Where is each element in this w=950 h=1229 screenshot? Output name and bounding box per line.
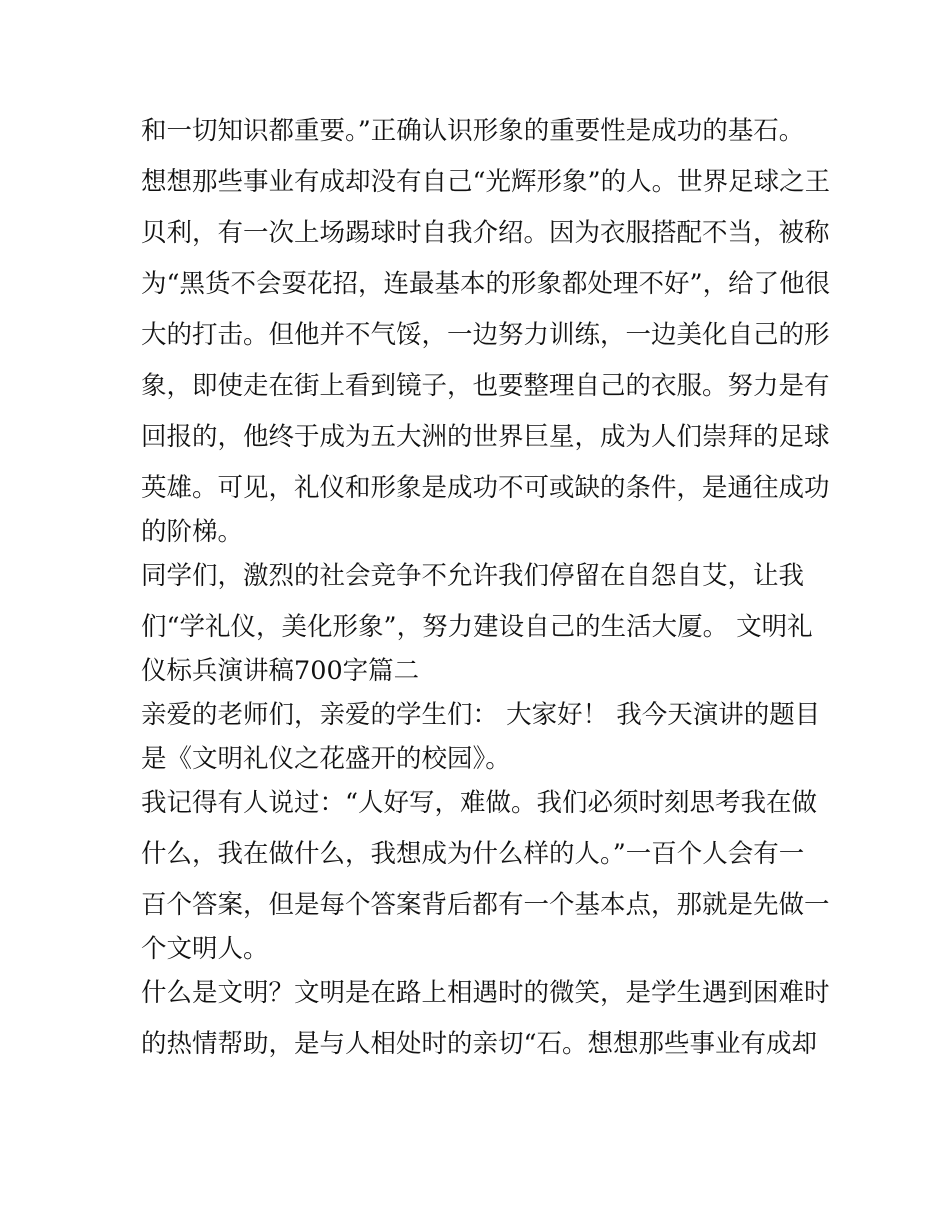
text-line: 象，即使走在街上看到镜子，也要整理自己的衣服。努力是有 xyxy=(141,371,830,401)
document-body xyxy=(141,106,831,1070)
text-line: 的热情帮助，是与人相处时的亲切“石。想想那些事业有成却 xyxy=(141,1029,818,1059)
text-line: 回报的，他终于成为五大洲的世界巨星，成为人们崇拜的足球 xyxy=(141,422,830,452)
text-line: 是《文明礼仪之花盛开的校园》。 xyxy=(141,744,511,774)
text-line: 我记得有人说过：“人好写，难做。我们必须时刻思考我在做 xyxy=(141,788,818,818)
text-line: 什么是文明？文明是在路上相遇时的微笑，是学生遇到困难时 xyxy=(141,978,830,1008)
text-line: 贝利，有一次上场踢球时自我介绍。因为衣服搭配不当，被称 xyxy=(141,218,830,248)
text-line: 为“黑货不会耍花招，连最基本的形象都处理不好”，给了他很 xyxy=(141,269,831,299)
text-line: 百个答案，但是每个答案背后都有一个基本点，那就是先做一 xyxy=(141,890,830,920)
text-line: 同学们，激烈的社会竞争不允许我们停留在自怨自艾，让我 xyxy=(141,561,805,591)
text-line: 和一切知识都重要。”正确认识形象的重要性是成功的基石。 xyxy=(141,116,805,146)
text-line: 亲爱的老师们，亲爱的学生们： 大家好！ 我今天演讲的题目 xyxy=(141,700,821,730)
text-line: 什么，我在做什么，我想成为什么样的人。”一百个人会有一 xyxy=(141,839,805,869)
text-line: 想想那些事业有成却没有自己“光辉形象”的人。世界足球之王 xyxy=(141,167,831,197)
text-line: 的阶梯。 xyxy=(141,517,244,547)
text-line: 个文明人。 xyxy=(141,934,269,964)
text-line: 英雄。可见，礼仪和形象是成功不可或缺的条件，是通往成功 xyxy=(141,473,830,503)
text-line: 大的打击。但他并不气馁，一边努力训练，一边美化自己的形 xyxy=(141,320,830,350)
text-line: 们“学礼仪，美化形象”，努力建设自己的生活大厦。 文明礼 xyxy=(141,612,813,642)
text-line: 仪标兵演讲稿700字篇二 xyxy=(141,656,420,686)
